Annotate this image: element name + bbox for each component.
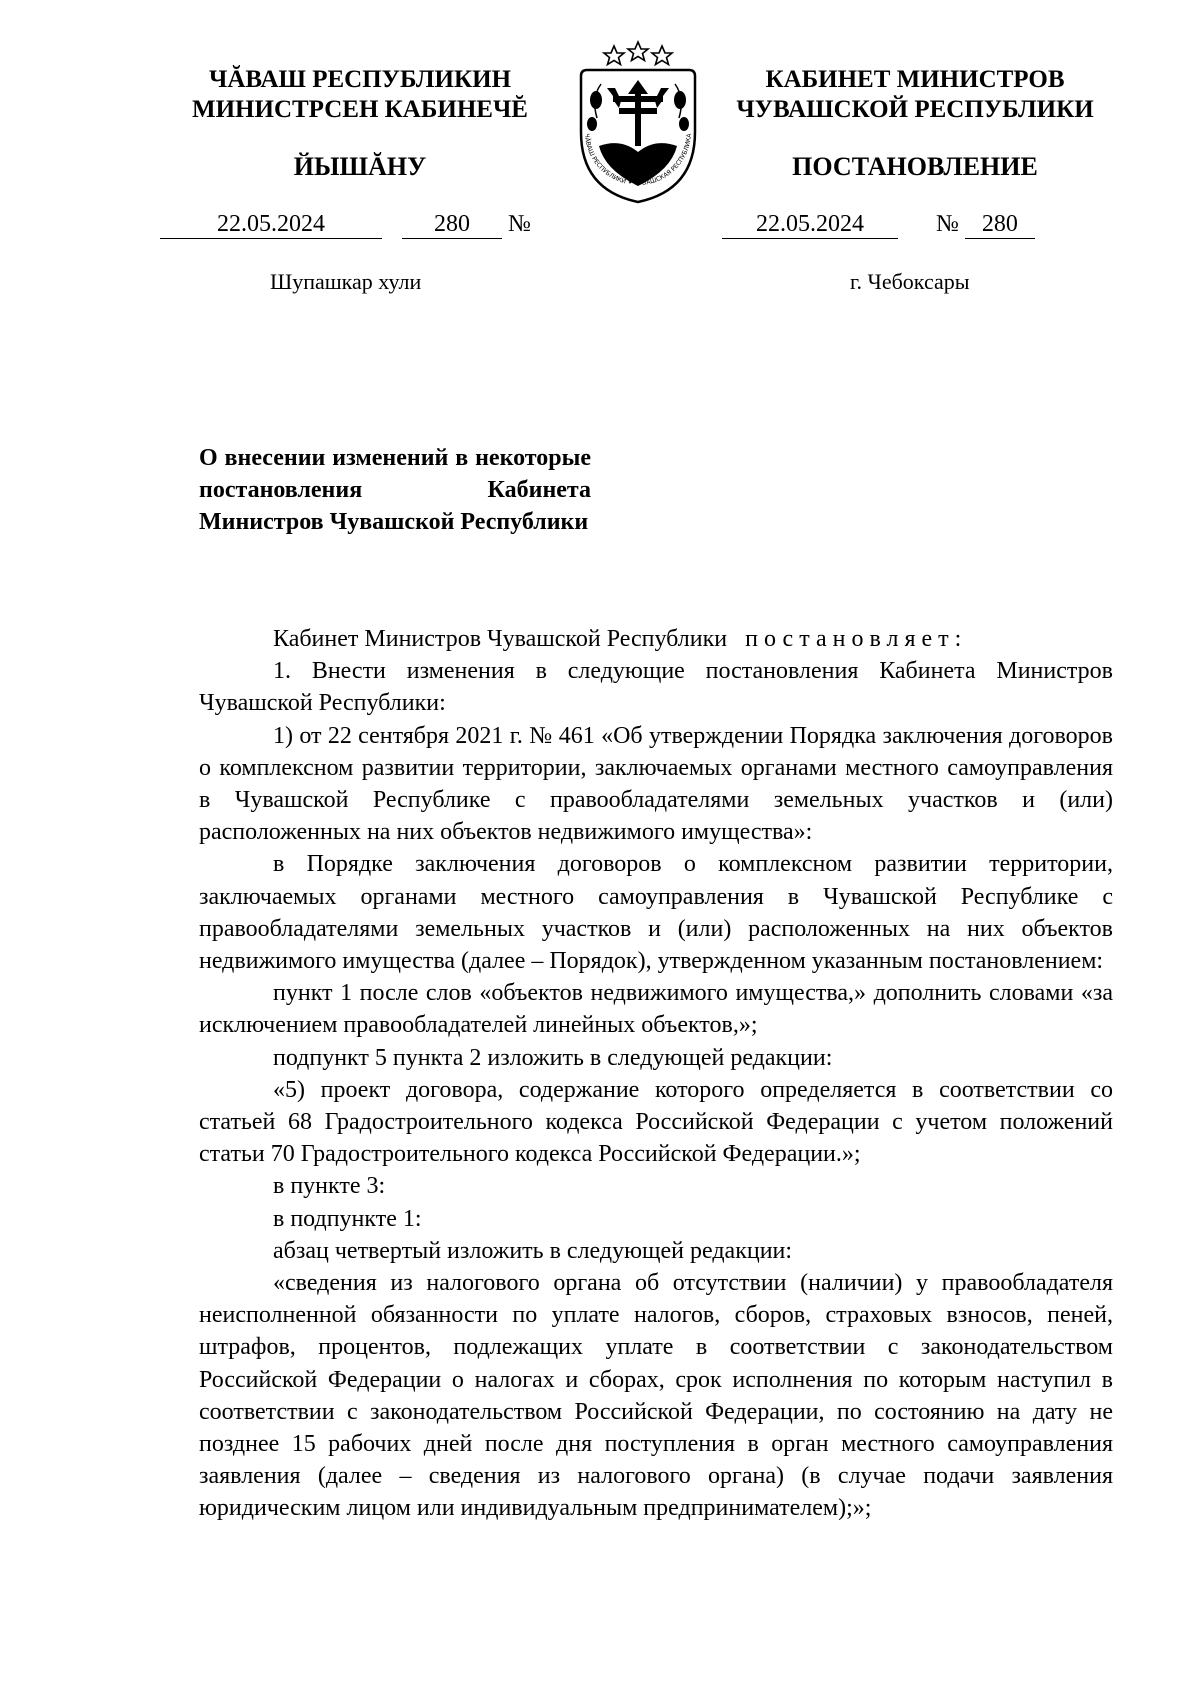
- issuer-russian-line2: ЧУВАШСКОЙ РЕСПУБЛИКИ: [736, 96, 1094, 123]
- date-field-left: 22.05.2024: [160, 210, 382, 239]
- doc-type-russian: ПОСТАНОВЛЕНИЕ: [792, 152, 1038, 181]
- body-paragraph: «5) проект договора, содержание которого определяется в соответствии со статьей 68 Градостроительного кодекса Российской Федерации с учетом положений статьи 70 Градостроительного кодекса Российской Федерации.»;: [199, 1076, 1113, 1168]
- issuer-russian-line1: КАБИНЕТ МИНИСТРОВ: [765, 66, 1065, 93]
- opening-line: [199, 623, 1113, 655]
- issuer-chuvash-line1: ЧĂВАШ РЕСПУБЛИКИН: [208, 66, 512, 93]
- number-sign-right: №: [936, 211, 959, 237]
- doc-type-chuvash: ЙЫШĂНУ: [293, 152, 427, 181]
- body-paragraph: «сведения из налогового органа об отсутствии (наличии) у правообладателя неисполненной обязанности по уплате налогов, сборов, страховых взносов, пеней, штрафов, процентов, подлежащих уплате в соответствии с законодательством Российской Федерации о налогах и сборах, срок исполнения по которым наступил в соответствии с законодательством Российской Федерации, по состоянию на дату не позднее 15 рабочих дней после дня поступления в орган местного самоуправления заявления (далее – сведения из налогового органа) (в случае подачи заявления юридическим лицом или индивидуальным предпринимателем);»;: [199, 1270, 1113, 1522]
- body-paragraph: 1. Внести изменения в следующие постановления Кабинета Министров Чувашской Республики:: [199, 658, 1113, 717]
- body-paragraph: в пункте 3:: [273, 1173, 386, 1200]
- body-paragraph: абзац четвертый изложить в следующей редакции:: [273, 1237, 793, 1264]
- registration-left: [160, 210, 531, 239]
- document-subject: О внесении изменений в некоторые постановления Кабинета Министров Чувашской Республики: [199, 445, 591, 535]
- body-paragraph: 1) от 22 сентября 2021 г. № 461 «Об утверждении Порядка заключения договоров о комплексном развитии территории, заключаемых органами местного самоуправления в Чувашской Республике с правообладателями земельных участков и (или) расположенных на них объектов недвижимого имущества»:: [199, 722, 1113, 846]
- emblem-ring-text: ЧĂВАШ РЕСПУБЛИКИ ✦ ЧУВАШСКАЯ РЕСПУБЛИКА: [582, 133, 694, 188]
- chuvash-coat-of-arms-icon: [565, 40, 711, 208]
- registration-right: [722, 210, 1035, 239]
- opening-verb: постановляет:: [745, 626, 968, 652]
- body-paragraph: в подпункте 1:: [273, 1205, 422, 1232]
- issuer-chuvash: [170, 65, 550, 125]
- number-field-right: 280: [965, 210, 1035, 239]
- body-paragraph: пункт 1 после слов «объектов недвижимого имущества,» дополнить словами «за исключением правообладателей линейных объектов,»;: [199, 980, 1113, 1039]
- issuer-chuvash-line2: МИНИСТРСЕН КАБИНЕЧĔ: [192, 96, 528, 123]
- document-body: [199, 623, 1113, 1525]
- city-chuvash: Шупашкар хули: [270, 269, 422, 294]
- number-field-left: 280: [402, 210, 502, 239]
- opening-prefix: Кабинет Министров Чувашской Республики: [273, 626, 728, 652]
- body-paragraph: в Порядке заключения договоров о комплексном развитии территории, заключаемых органами местного самоуправления в Чувашской Республике с правообладателями земельных участков и (или) расположенных на них объектов недвижимого имущества (далее – Порядок), утвержденном указанным постановлением:: [199, 851, 1113, 975]
- issuer-russian: [715, 65, 1115, 125]
- date-field-right: 22.05.2024: [722, 210, 898, 239]
- number-sign-left: №: [508, 211, 531, 237]
- body-paragraph: подпункт 5 пункта 2 изложить в следующей редакции:: [273, 1044, 833, 1071]
- city-russian: г. Чебоксары: [850, 269, 970, 294]
